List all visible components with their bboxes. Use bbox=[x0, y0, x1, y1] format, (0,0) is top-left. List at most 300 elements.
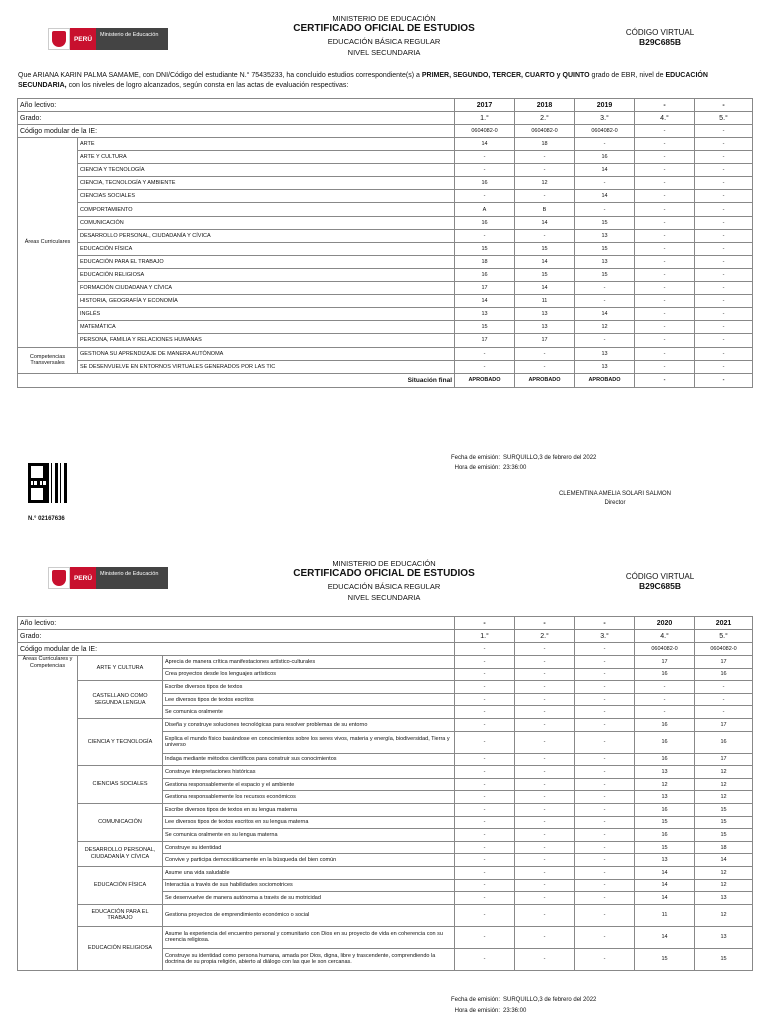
grade-value: - bbox=[695, 229, 753, 242]
competency-name: Escribe diversos tipos de textos en su lengua materna bbox=[163, 803, 455, 816]
area-name: FORMACIÓN CIUDADANA Y CÍVICA bbox=[78, 282, 455, 295]
year-cell: - bbox=[575, 617, 635, 630]
grade-value: - bbox=[575, 803, 635, 816]
grade-value: - bbox=[635, 138, 695, 151]
ministry-heading-2: MINISTERIO DE EDUCACIÓN bbox=[332, 559, 436, 568]
grade-value: - bbox=[455, 753, 515, 766]
issue-time-value-2: 23:36:00 bbox=[503, 1008, 527, 1014]
logo-ministry: Ministerio de Educación bbox=[96, 567, 168, 589]
competency-name: Indaga mediante métodos científicos para construir sus conocimientos bbox=[163, 753, 455, 766]
grade-value: 16 bbox=[455, 268, 515, 281]
intro-text-1: Que ARIANA KARIN PALMA SAMAME, con DNI/Código del estudiante N.° 75435233, ha concluido estudios correspondiente(s) a bbox=[18, 72, 422, 79]
grade-cell: 1.° bbox=[455, 112, 515, 125]
grade-value: 13 bbox=[515, 321, 575, 334]
area-name: CIENCIA, TECNOLOGÍA Y AMBIENTE bbox=[78, 177, 455, 190]
grade-value: - bbox=[575, 693, 635, 706]
competency-name: Gestiona responsablemente los recursos económicos bbox=[163, 791, 455, 804]
grade-cell: 5.° bbox=[695, 112, 753, 125]
grade-label: Grado: bbox=[18, 630, 455, 643]
logo-peru: PERÚ bbox=[70, 28, 96, 50]
grade-value: - bbox=[695, 268, 753, 281]
issue-date-label-2: Fecha de emisión: bbox=[450, 997, 500, 1003]
grade-value: 16 bbox=[635, 753, 695, 766]
header-row bbox=[18, 617, 753, 630]
area-name: MATEMÁTICA bbox=[78, 321, 455, 334]
grade-value: - bbox=[455, 778, 515, 791]
grade-value: - bbox=[635, 295, 695, 308]
grade-value: - bbox=[695, 681, 753, 694]
grade-value: 12 bbox=[575, 321, 635, 334]
table-row bbox=[18, 904, 753, 926]
coat-of-arms-icon bbox=[48, 28, 70, 50]
intro-text-2: grado de EBR, nivel de bbox=[589, 72, 666, 79]
grade-value: - bbox=[455, 151, 515, 164]
grade-value: 16 bbox=[695, 731, 753, 753]
area-name: EDUCACIÓN PARA EL TRABAJO bbox=[78, 904, 163, 926]
minedu-logo-2 bbox=[48, 567, 168, 589]
grade-value: 18 bbox=[515, 138, 575, 151]
table-row bbox=[18, 177, 753, 190]
grade-value: - bbox=[455, 791, 515, 804]
competency-name: Construye su identidad como persona humana, amada por Dios, digna, libre y trascendente, comprendiendo la doctrina de su propia religión, abierto al diálogo con las que le son cercanas. bbox=[163, 948, 455, 970]
grade-value: - bbox=[635, 334, 695, 347]
competency-name: Interactúa a través de sus habilidades sociomotrices bbox=[163, 879, 455, 892]
grade-value: - bbox=[575, 753, 635, 766]
grade-value: 13 bbox=[635, 791, 695, 804]
grade-value: 13 bbox=[635, 854, 695, 867]
grade-value: 12 bbox=[695, 791, 753, 804]
grade-value: - bbox=[515, 347, 575, 360]
table-row bbox=[18, 334, 753, 347]
grade-value: 15 bbox=[575, 216, 635, 229]
area-name: ARTE Y CULTURA bbox=[78, 151, 455, 164]
grade-value: - bbox=[635, 216, 695, 229]
intro-bold-level: EDUCACIÓN SECUNDARIA, bbox=[18, 72, 708, 89]
grade-value: - bbox=[575, 282, 635, 295]
grade-value: - bbox=[515, 164, 575, 177]
ie-code-cell: 0604082-0 bbox=[575, 125, 635, 138]
grade-value: 12 bbox=[695, 866, 753, 879]
grade-value: - bbox=[575, 841, 635, 854]
grade-value: - bbox=[635, 681, 695, 694]
area-name: CIENCIAS SOCIALES bbox=[78, 190, 455, 203]
status-value: APROBADO bbox=[455, 373, 515, 387]
group-areas-label: Áreas Curriculares bbox=[18, 138, 78, 348]
grade-value: - bbox=[635, 308, 695, 321]
status-value: APROBADO bbox=[515, 373, 575, 387]
grade-value: - bbox=[455, 926, 515, 948]
grade-value: - bbox=[455, 803, 515, 816]
table-row bbox=[18, 803, 753, 816]
table-row bbox=[18, 841, 753, 854]
grade-value: - bbox=[635, 190, 695, 203]
competency-name: Convive y participa democráticamente en la búsqueda del bien común bbox=[163, 854, 455, 867]
grade-value: - bbox=[695, 151, 753, 164]
year-cell: - bbox=[455, 617, 515, 630]
year-cell: 2020 bbox=[635, 617, 695, 630]
year-cell: 2017 bbox=[455, 99, 515, 112]
competency-name: Asume la experiencia del encuentro personal y comunitario con Dios en su proyecto de vida en coherencia con su creencia religiosa. bbox=[163, 926, 455, 948]
grade-value: - bbox=[635, 255, 695, 268]
table-row bbox=[18, 718, 753, 731]
grade-label: Grado: bbox=[18, 112, 455, 125]
table-row bbox=[18, 216, 753, 229]
grade-value: - bbox=[575, 668, 635, 681]
grade-value: - bbox=[515, 866, 575, 879]
grade-value: 17 bbox=[695, 753, 753, 766]
grade-value: 12 bbox=[695, 879, 753, 892]
grade-value: - bbox=[575, 656, 635, 669]
ie-code-cell: 0604082-0 bbox=[635, 643, 695, 656]
certificate-title-2: CERTIFICADO OFICIAL DE ESTUDIOS bbox=[293, 568, 475, 579]
grade-value: - bbox=[455, 731, 515, 753]
grade-value: - bbox=[455, 892, 515, 905]
grade-value: 14 bbox=[635, 879, 695, 892]
year-cell: - bbox=[695, 99, 753, 112]
ie-code-label: Código modular de la IE: bbox=[18, 125, 455, 138]
grade-value: - bbox=[515, 879, 575, 892]
group-label: Áreas Curriculares y Competencias bbox=[18, 656, 78, 971]
grade-value: - bbox=[515, 693, 575, 706]
table-row bbox=[18, 866, 753, 879]
grade-cell: 4.° bbox=[635, 112, 695, 125]
grade-value: - bbox=[575, 203, 635, 216]
ie-code-cell: - bbox=[575, 643, 635, 656]
grade-value: - bbox=[455, 656, 515, 669]
status-label: Situación final bbox=[18, 373, 455, 387]
grade-value: - bbox=[455, 816, 515, 829]
area-name: EDUCACIÓN RELIGIOSA bbox=[78, 926, 163, 970]
grade-value: - bbox=[695, 321, 753, 334]
grade-value: 13 bbox=[575, 229, 635, 242]
grade-value: - bbox=[455, 829, 515, 842]
grade-value: 16 bbox=[575, 151, 635, 164]
grade-value: - bbox=[635, 229, 695, 242]
grade-value: - bbox=[575, 681, 635, 694]
table-row bbox=[18, 360, 753, 373]
grade-value: - bbox=[575, 926, 635, 948]
grade-value: - bbox=[515, 904, 575, 926]
competency-name: GESTIONA SU APRENDIZAJE DE MANERA AUTÓNOMA bbox=[78, 347, 455, 360]
signer-role: Director bbox=[604, 500, 626, 506]
grade-value: 13 bbox=[695, 892, 753, 905]
competency-name: Se desenvuelve de manera autónoma a través de su motricidad bbox=[163, 892, 455, 905]
grade-value: 15 bbox=[515, 268, 575, 281]
grade-value: 16 bbox=[635, 731, 695, 753]
grade-value: - bbox=[695, 693, 753, 706]
grade-value: - bbox=[515, 766, 575, 779]
area-name: CASTELLANO COMO SEGUNDA LENGUA bbox=[78, 681, 163, 719]
grade-value: 13 bbox=[455, 308, 515, 321]
table-row bbox=[18, 268, 753, 281]
grade-cell: 3.° bbox=[575, 630, 635, 643]
grade-value: - bbox=[575, 295, 635, 308]
grade-value: - bbox=[455, 718, 515, 731]
competency-name: Se comunica oralmente bbox=[163, 706, 455, 719]
grade-value: - bbox=[695, 282, 753, 295]
grade-value: - bbox=[695, 295, 753, 308]
year-cell: - bbox=[515, 617, 575, 630]
grade-value: - bbox=[455, 904, 515, 926]
competency-name: Aprecia de manera crítica manifestaciones artístico-culturales bbox=[163, 656, 455, 669]
grade-value: - bbox=[575, 718, 635, 731]
grade-value: 15 bbox=[515, 242, 575, 255]
table-row bbox=[18, 321, 753, 334]
competency-name: Lee diversos tipos de textos escritos en su lengua materna bbox=[163, 816, 455, 829]
grade-value: 14 bbox=[695, 854, 753, 867]
grade-value: - bbox=[455, 841, 515, 854]
ie-code-cell: - bbox=[515, 643, 575, 656]
grade-value: 11 bbox=[515, 295, 575, 308]
logo-peru: PERÚ bbox=[70, 567, 96, 589]
grade-value: 13 bbox=[575, 347, 635, 360]
grade-value: - bbox=[515, 190, 575, 203]
grade-value: - bbox=[695, 190, 753, 203]
grade-value: - bbox=[695, 360, 753, 373]
grade-value: - bbox=[515, 892, 575, 905]
grade-value: - bbox=[455, 190, 515, 203]
grade-value: - bbox=[635, 268, 695, 281]
grade-value: - bbox=[515, 829, 575, 842]
grade-value: - bbox=[455, 879, 515, 892]
grade-value: - bbox=[575, 829, 635, 842]
header-row bbox=[18, 630, 753, 643]
area-name: HISTORIA, GEOGRAFÍA Y ECONOMÍA bbox=[78, 295, 455, 308]
grade-value: 14 bbox=[635, 926, 695, 948]
grade-value: - bbox=[515, 948, 575, 970]
grade-value: 13 bbox=[575, 360, 635, 373]
grade-value: - bbox=[515, 778, 575, 791]
level-label-2: EDUCACIÓN BÁSICA REGULAR bbox=[327, 582, 441, 591]
area-name: ARTE bbox=[78, 138, 455, 151]
status-value: APROBADO bbox=[575, 373, 635, 387]
grade-value: - bbox=[635, 706, 695, 719]
grade-value: - bbox=[635, 321, 695, 334]
issue-date-label: Fecha de emisión: bbox=[450, 455, 500, 461]
year-cell: 2021 bbox=[695, 617, 753, 630]
grade-value: 16 bbox=[635, 668, 695, 681]
grade-value: 13 bbox=[635, 766, 695, 779]
virtual-code-value-2: B29C685B bbox=[638, 581, 682, 591]
issue-time-value: 23:36:00 bbox=[503, 465, 527, 471]
table-row bbox=[18, 308, 753, 321]
ministry-heading: MINISTERIO DE EDUCACIÓN bbox=[332, 14, 436, 23]
grade-value: - bbox=[635, 360, 695, 373]
grade-value: - bbox=[455, 706, 515, 719]
grade-value: 16 bbox=[635, 718, 695, 731]
grade-value: - bbox=[455, 854, 515, 867]
grade-value: - bbox=[695, 164, 753, 177]
grade-value: - bbox=[635, 347, 695, 360]
grade-value: 16 bbox=[455, 216, 515, 229]
ie-code-cell: - bbox=[455, 643, 515, 656]
grade-value: - bbox=[575, 706, 635, 719]
table-row bbox=[18, 138, 753, 151]
competency-name: Construye su identidad bbox=[163, 841, 455, 854]
grade-value: 15 bbox=[635, 841, 695, 854]
competency-name: Escribe diversos tipos de textos bbox=[163, 681, 455, 694]
grade-value: - bbox=[575, 904, 635, 926]
grade-value: 16 bbox=[635, 829, 695, 842]
grade-value: - bbox=[695, 242, 753, 255]
grade-value: - bbox=[575, 334, 635, 347]
area-name: ARTE Y CULTURA bbox=[78, 656, 163, 681]
grade-value: 15 bbox=[695, 829, 753, 842]
ie-code-cell: 0604082-0 bbox=[695, 643, 753, 656]
grade-value: A bbox=[455, 203, 515, 216]
qr-code-icon bbox=[28, 463, 68, 503]
grade-value: - bbox=[515, 360, 575, 373]
table-row bbox=[18, 681, 753, 694]
grade-value: 17 bbox=[695, 718, 753, 731]
grade-value: - bbox=[455, 693, 515, 706]
grade-value: - bbox=[695, 347, 753, 360]
grade-value: 15 bbox=[635, 948, 695, 970]
grade-value: - bbox=[635, 203, 695, 216]
area-name: DESARROLLO PERSONAL, CIUDADANÍA Y CÍVICA bbox=[78, 229, 455, 242]
grade-value: - bbox=[575, 892, 635, 905]
status-value: - bbox=[695, 373, 753, 387]
grade-value: - bbox=[455, 668, 515, 681]
grade-value: 15 bbox=[455, 321, 515, 334]
grade-value: 12 bbox=[695, 778, 753, 791]
competency-name: Lee diversos tipos de textos escritos bbox=[163, 693, 455, 706]
table-row bbox=[18, 229, 753, 242]
grade-value: - bbox=[695, 203, 753, 216]
grade-value: - bbox=[695, 177, 753, 190]
virtual-code-value: B29C685B bbox=[638, 37, 682, 47]
grade-value: - bbox=[455, 681, 515, 694]
table-row bbox=[18, 164, 753, 177]
ie-code-label: Código modular de la IE: bbox=[18, 643, 455, 656]
table-row bbox=[18, 347, 753, 360]
grade-value: 15 bbox=[575, 242, 635, 255]
table-row bbox=[18, 656, 753, 669]
table-row bbox=[18, 295, 753, 308]
status-row bbox=[18, 373, 753, 387]
grade-value: 17 bbox=[455, 282, 515, 295]
grade-value: - bbox=[515, 731, 575, 753]
level-sub-label-2: NIVEL SECUNDARIA bbox=[347, 593, 421, 602]
year-cell: 2019 bbox=[575, 99, 635, 112]
grade-value: - bbox=[455, 347, 515, 360]
signer-name: CLEMENTINA AMELIA SOLARI SALMON bbox=[558, 491, 672, 497]
grade-value: - bbox=[515, 681, 575, 694]
header-row bbox=[18, 99, 753, 112]
grade-value: 12 bbox=[635, 778, 695, 791]
grade-value: 15 bbox=[695, 803, 753, 816]
area-name: COMPORTAMIENTO bbox=[78, 203, 455, 216]
grade-value: 16 bbox=[455, 177, 515, 190]
competency-name: Crea proyectos desde los lenguajes artísticos bbox=[163, 668, 455, 681]
ie-code-cell: - bbox=[635, 125, 695, 138]
grade-value: - bbox=[515, 854, 575, 867]
year-cell: - bbox=[635, 99, 695, 112]
grade-value: - bbox=[575, 791, 635, 804]
grade-value: - bbox=[575, 948, 635, 970]
grade-value: - bbox=[515, 656, 575, 669]
table-row bbox=[18, 766, 753, 779]
level-sub-label: NIVEL SECUNDARIA bbox=[347, 48, 421, 57]
grade-value: 14 bbox=[635, 892, 695, 905]
issue-time-label: Hora de emisión: bbox=[454, 465, 500, 471]
grade-value: - bbox=[515, 753, 575, 766]
grade-cell: 2.° bbox=[515, 630, 575, 643]
issue-time-label-2: Hora de emisión: bbox=[454, 1008, 500, 1014]
grade-value: - bbox=[695, 706, 753, 719]
grade-cell: 5.° bbox=[695, 630, 753, 643]
grades-table-2 bbox=[17, 616, 753, 971]
grade-value: 15 bbox=[695, 948, 753, 970]
area-name: CIENCIAS SOCIALES bbox=[78, 766, 163, 804]
status-value: - bbox=[635, 373, 695, 387]
competency-name: Construye interpretaciones históricas bbox=[163, 766, 455, 779]
issue-date-value: SURQUILLO,3 de febrero del 2022 bbox=[503, 455, 597, 461]
competency-name: Explica el mundo físico basándose en conocimientos sobre los seres vivos, materia y energía, biodiversidad, Tierra y universo bbox=[163, 731, 455, 753]
grade-value: - bbox=[515, 668, 575, 681]
grade-value: - bbox=[575, 766, 635, 779]
grade-value: - bbox=[515, 706, 575, 719]
table-row bbox=[18, 282, 753, 295]
grade-cell: 2.° bbox=[515, 112, 575, 125]
grade-cell: 3.° bbox=[575, 112, 635, 125]
grade-value: 13 bbox=[515, 308, 575, 321]
grade-value: 15 bbox=[455, 242, 515, 255]
grade-value: - bbox=[695, 216, 753, 229]
certificate-number: N.° 02167636 bbox=[28, 516, 65, 522]
area-name: EDUCACIÓN FÍSICA bbox=[78, 242, 455, 255]
grade-value: - bbox=[455, 766, 515, 779]
grade-value: 18 bbox=[455, 255, 515, 268]
grade-value: - bbox=[695, 255, 753, 268]
grade-value: 15 bbox=[695, 816, 753, 829]
area-name: DESARROLLO PERSONAL, CIUDADANÍA Y CÍVICA bbox=[78, 841, 163, 866]
certificate-title: CERTIFICADO OFICIAL DE ESTUDIOS bbox=[293, 23, 475, 34]
area-name: PERSONA, FAMILIA Y RELACIONES HUMANAS bbox=[78, 334, 455, 347]
grade-value: - bbox=[515, 803, 575, 816]
grade-value: 18 bbox=[695, 841, 753, 854]
grade-value: - bbox=[575, 854, 635, 867]
grade-value: - bbox=[635, 282, 695, 295]
minedu-logo bbox=[48, 28, 168, 50]
grade-value: 14 bbox=[575, 164, 635, 177]
grade-value: 14 bbox=[515, 282, 575, 295]
group-comp-label: Competencias Transversales bbox=[18, 347, 78, 373]
grade-value: 17 bbox=[515, 334, 575, 347]
year-label: Año lectivo: bbox=[18, 617, 455, 630]
intro-bold-grades: PRIMER, SEGUNDO, TERCER, CUARTO y QUINTO bbox=[421, 72, 590, 79]
grades-table-1 bbox=[17, 98, 753, 388]
grade-value: 16 bbox=[635, 803, 695, 816]
area-name: EDUCACIÓN FÍSICA bbox=[78, 866, 163, 904]
grade-value: 14 bbox=[515, 216, 575, 229]
area-name: COMUNICACIÓN bbox=[78, 216, 455, 229]
competency-name: Asume una vida saludable bbox=[163, 866, 455, 879]
grade-value: - bbox=[455, 360, 515, 373]
table-row bbox=[18, 190, 753, 203]
competency-name: SE DESENVUELVE EN ENTORNOS VIRTUALES GENERADOS POR LAS TIC bbox=[78, 360, 455, 373]
grade-value: 14 bbox=[635, 866, 695, 879]
logo-ministry: Ministerio de Educación bbox=[96, 28, 168, 50]
grade-value: 17 bbox=[695, 656, 753, 669]
competency-name: Diseña y construye soluciones tecnológicas para resolver problemas de su entorno bbox=[163, 718, 455, 731]
area-name: CIENCIA Y TECNOLOGÍA bbox=[78, 164, 455, 177]
header-row bbox=[18, 125, 753, 138]
issue-date-value-2: SURQUILLO,3 de febrero del 2022 bbox=[503, 997, 597, 1003]
table-row bbox=[18, 203, 753, 216]
ie-code-cell: 0604082-0 bbox=[515, 125, 575, 138]
table-row bbox=[18, 151, 753, 164]
